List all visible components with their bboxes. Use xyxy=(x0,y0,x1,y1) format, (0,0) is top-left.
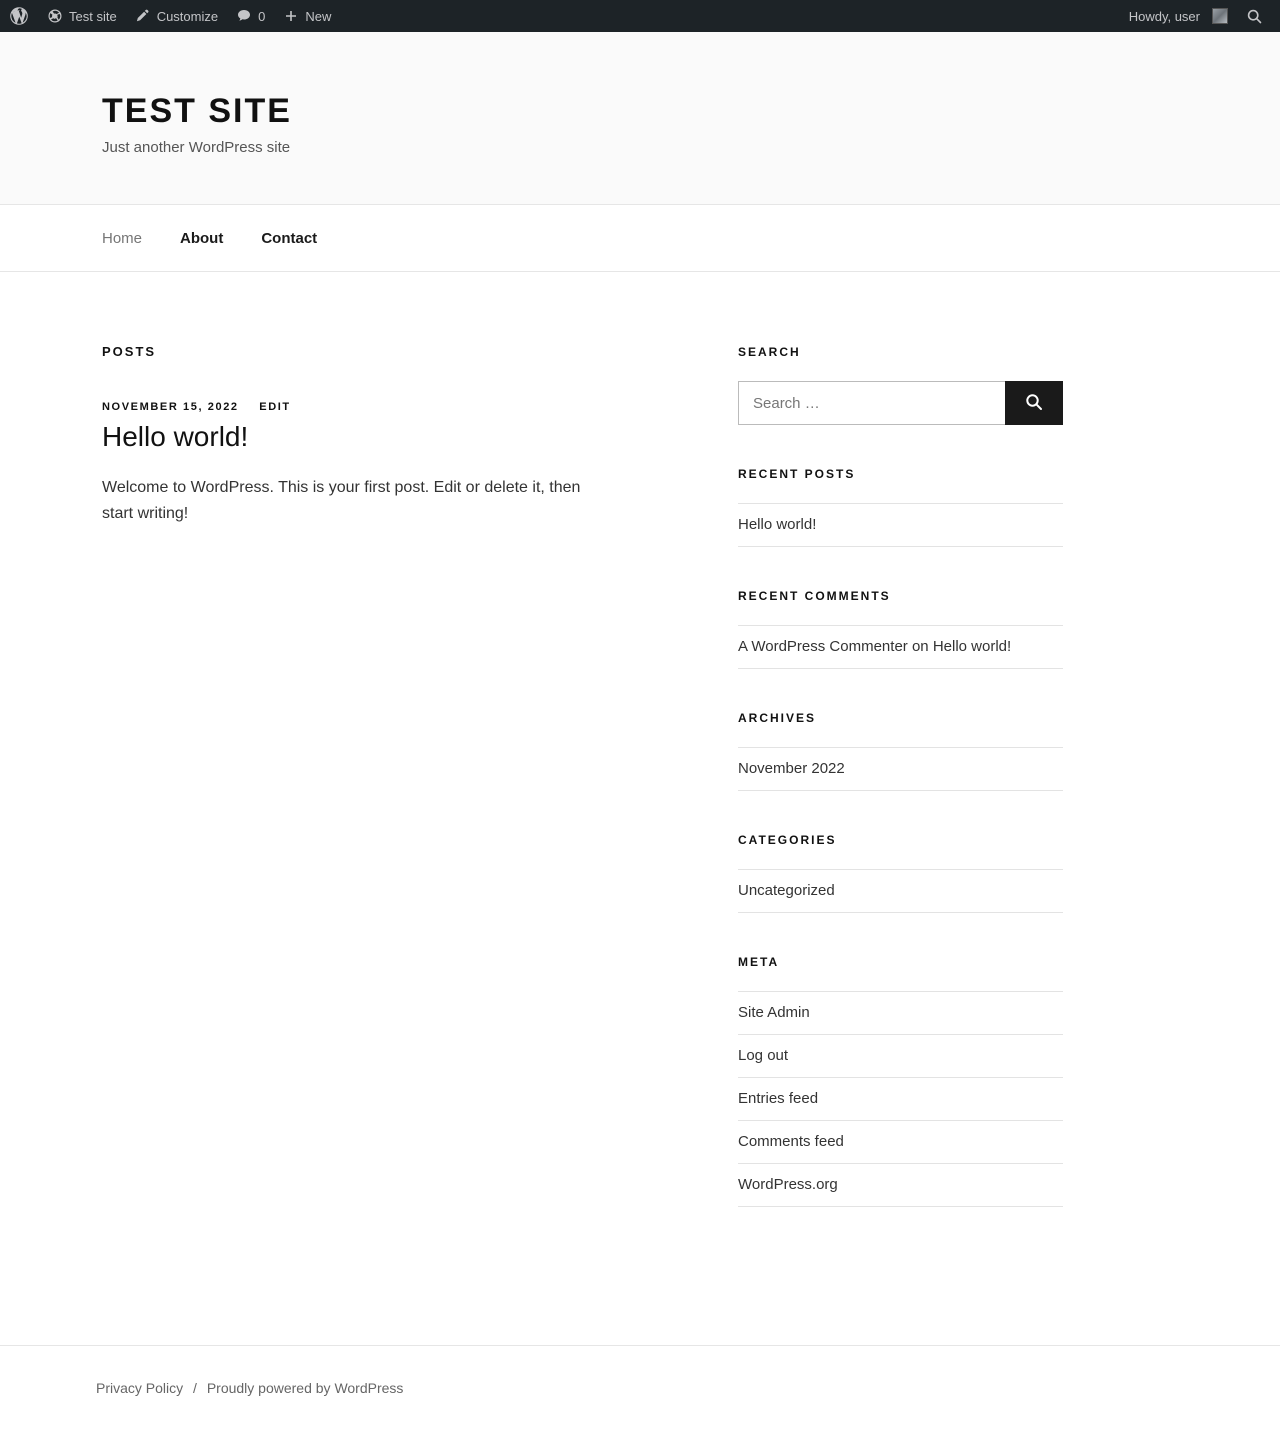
content-area xyxy=(102,272,1178,1249)
categories-list xyxy=(738,869,1063,913)
archive-link[interactable]: November 2022 xyxy=(738,760,845,777)
posts-heading: POSTS xyxy=(102,344,157,359)
search-input[interactable] xyxy=(738,381,1005,425)
wordpress-logo-icon xyxy=(9,6,29,26)
footer-separator: / xyxy=(193,1380,197,1396)
admin-bar-customize-label: Customize xyxy=(156,8,219,24)
sidebar xyxy=(738,344,1063,1249)
admin-bar-howdy-label: Howdy, user xyxy=(1128,8,1200,24)
category-link[interactable]: Uncategorized xyxy=(738,882,835,899)
widget-title-archives: ARCHIVES xyxy=(738,711,817,725)
meta-list xyxy=(738,991,1063,1207)
post-edit-link[interactable]: EDIT xyxy=(259,401,291,413)
site-footer xyxy=(0,1345,1280,1436)
nav-item-about[interactable]: About xyxy=(180,229,224,247)
widget-title-recent-posts: RECENT POSTS xyxy=(738,467,856,481)
list-item xyxy=(738,748,1063,791)
admin-bar-site-name[interactable] xyxy=(38,0,126,32)
admin-bar-comments[interactable] xyxy=(227,0,274,32)
widget-recent-posts xyxy=(738,467,1063,547)
dashboard-icon xyxy=(47,8,63,24)
list-item xyxy=(738,1078,1063,1121)
search-icon xyxy=(1024,392,1044,415)
list-item xyxy=(738,870,1063,913)
list-item xyxy=(738,1121,1063,1164)
list-item xyxy=(738,626,1063,669)
wordpress-logo-menu[interactable] xyxy=(0,0,38,32)
post-meta xyxy=(102,401,682,413)
meta-link-log-out[interactable]: Log out xyxy=(738,1047,789,1064)
widget-recent-comments xyxy=(738,589,1063,669)
widget-search xyxy=(738,345,1063,425)
page-title[interactable]: TEST SITE xyxy=(102,92,292,130)
search-icon xyxy=(1246,8,1263,25)
widget-title-recent-comments: RECENT COMMENTS xyxy=(738,589,891,603)
meta-link-wordpress-org[interactable]: WordPress.org xyxy=(738,1176,838,1193)
post-title[interactable]: Hello world! xyxy=(102,421,249,452)
widget-categories xyxy=(738,833,1063,913)
comment-on-label: on xyxy=(911,638,929,655)
widget-title-meta: META xyxy=(738,955,780,969)
admin-bar-new-label: New xyxy=(305,8,332,24)
admin-bar-search-button[interactable] xyxy=(1237,0,1272,32)
list-item xyxy=(738,1035,1063,1078)
list-item xyxy=(738,1164,1063,1207)
meta-link-entries-feed[interactable]: Entries feed xyxy=(738,1090,819,1107)
site-description: Just another WordPress site xyxy=(102,139,291,156)
widget-title-search: SEARCH xyxy=(738,345,801,359)
comment-post-link[interactable]: Hello world! xyxy=(932,638,1012,655)
nav-item-contact[interactable]: Contact xyxy=(261,229,318,247)
site-header xyxy=(0,32,1280,205)
search-form xyxy=(738,381,1063,425)
comment-bubble-icon xyxy=(236,8,252,24)
admin-bar-comments-count: 0 xyxy=(258,8,266,24)
post-excerpt: Welcome to WordPress. This is your first post. Edit or delete it, then start writing! xyxy=(102,479,581,523)
archives-list xyxy=(738,747,1063,791)
admin-bar-site-name-label: Test site xyxy=(69,8,117,24)
recent-posts-list xyxy=(738,503,1063,547)
list-item xyxy=(738,992,1063,1035)
admin-bar-right xyxy=(1120,0,1272,32)
admin-bar xyxy=(0,0,1280,32)
admin-bar-new[interactable] xyxy=(274,0,340,32)
comment-author: A WordPress Commenter xyxy=(738,638,908,655)
plus-icon xyxy=(283,8,299,24)
widget-archives xyxy=(738,711,1063,791)
primary-navigation xyxy=(0,205,1280,272)
post-article xyxy=(102,401,682,528)
admin-bar-my-account[interactable] xyxy=(1120,0,1237,32)
privacy-policy-link[interactable]: Privacy Policy xyxy=(96,1380,184,1396)
meta-link-comments-feed[interactable]: Comments feed xyxy=(738,1133,844,1150)
pencil-icon xyxy=(135,8,151,24)
nav-item-home[interactable]: Home xyxy=(102,229,143,247)
post-date[interactable]: NOVEMBER 15, 2022 xyxy=(102,401,239,413)
list-item xyxy=(738,504,1063,547)
search-submit-button[interactable] xyxy=(1005,381,1063,425)
admin-bar-left xyxy=(0,0,340,32)
widget-title-categories: CATEGORIES xyxy=(738,833,837,847)
recent-comments-list xyxy=(738,625,1063,669)
admin-bar-customize[interactable] xyxy=(126,0,227,32)
recent-post-link[interactable]: Hello world! xyxy=(738,516,817,533)
avatar xyxy=(1212,8,1228,24)
main-content xyxy=(102,344,682,528)
widget-meta xyxy=(738,955,1063,1207)
wordpress-credit-link[interactable]: Proudly powered by WordPress xyxy=(206,1380,404,1396)
meta-link-site-admin[interactable]: Site Admin xyxy=(738,1004,810,1021)
